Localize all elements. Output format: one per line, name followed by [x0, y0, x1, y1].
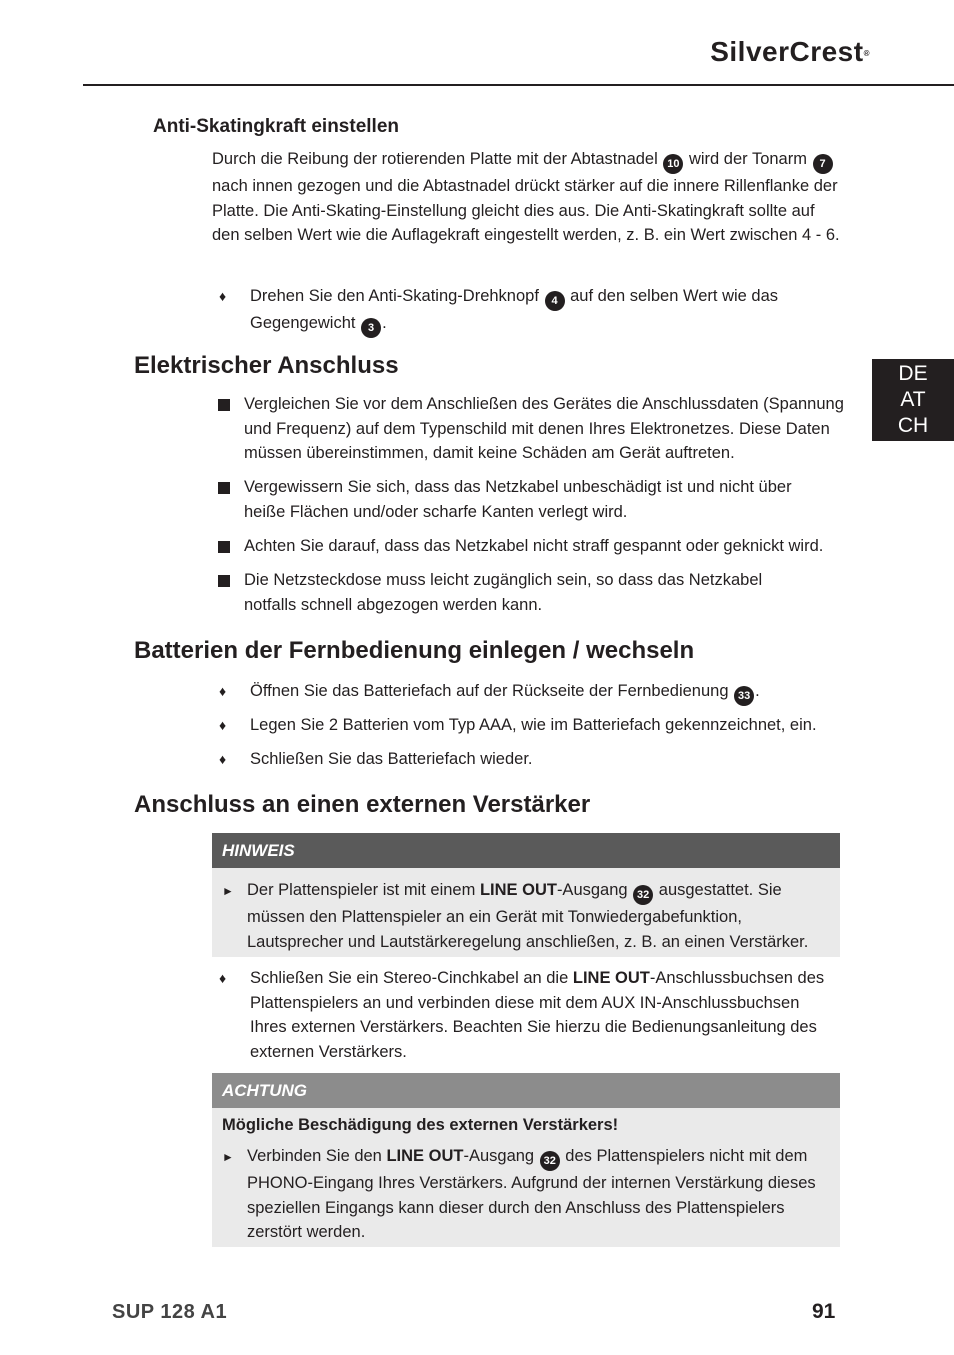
text-run: Der Plattenspieler ist mit einem [247, 881, 476, 899]
note-box [212, 833, 840, 957]
text-run: -Ausgang [556, 881, 628, 899]
text-run: des Plattenspielers nicht mit dem PHONO-Eingang Ihres Verstärkers. Aufgrund der internen Verstärkung dieses speziellen Eingangs kann dieser durch den Anschluss des Plattenspielers zerstört werden. [247, 1147, 816, 1241]
text-run-bold: LINE OUT [386, 1147, 464, 1165]
amp-heading: Anschluss an einen externen Verstärker [134, 791, 591, 818]
diamond-bullet-icon: ♦ [219, 717, 227, 733]
item-text: Vergewissern Sie sich, dass das Netzkabel unbeschädigt ist und nicht über heiße Flächen und/oder scharfe Kanten verlegt wird. [244, 478, 792, 521]
ref-badge: 10 [663, 154, 683, 174]
arrow-bullet-icon: ► [222, 884, 234, 898]
diamond-bullet-icon: ♦ [219, 751, 227, 767]
warning-text [247, 1144, 832, 1245]
item-text: Die Netzsteckdose muss leicht zugänglich sein, so dass das Netzkabel notfalls schnell abgezogen werden kann. [244, 571, 763, 614]
item-text: Achten Sie darauf, dass das Netzkabel nicht straff gespannt oder geknickt wird. [244, 537, 824, 555]
note-heading: HINWEIS [212, 833, 840, 868]
square-bullet-icon [218, 482, 230, 494]
text-run: Verbinden Sie den [247, 1147, 382, 1165]
lang-de: DE [898, 362, 928, 385]
diamond-bullet-icon: ♦ [219, 970, 227, 986]
batteries-heading: Batterien der Fernbedienung einlegen / wechseln [134, 637, 695, 664]
text-run-bold: LINE OUT [479, 881, 557, 899]
antiskating-heading: Anti-Skatingkraft einstellen [153, 116, 399, 137]
text-run: Durch die Reibung der rotierenden Platte mit der Abtastnadel [212, 150, 658, 168]
square-bullet-icon [218, 399, 230, 411]
item-text: Vergleichen Sie vor dem Anschließen des Gerätes die Anschlussdaten (Spannung und Frequenz) auf dem Typenschild mit denen Ihres Elektronetzes. Diese Daten müssen übereinstimmen, damit keine Schäden am Gerät auftreten. [244, 395, 844, 462]
ref-badge: 32 [633, 885, 653, 905]
text-run: nach innen gezogen und die Abtastnadel drückt stärker auf die innere Rillenflanke der Platte. Die Anti-Skating-Einstellung gleicht dies aus. Die Anti-Skatingkraft sollte auf den selben Wert wie die Auflagekraft eingestellt werden, z. B. ein Wert zwischen 4 - 6. [212, 177, 840, 244]
square-bullet-icon [218, 575, 230, 587]
text-run: Öffnen Sie das Batteriefach auf der Rückseite der Fernbedienung [250, 682, 729, 700]
text-run: auf den selben Wert wie das Gegengewicht [250, 287, 779, 332]
text-run-bold: LINE OUT [572, 969, 650, 987]
page-number: 91 [812, 1300, 836, 1323]
registered-mark: ® [863, 49, 870, 58]
header-rule [83, 84, 954, 86]
square-bullet-icon [218, 541, 230, 553]
diamond-bullet-icon: ♦ [219, 683, 227, 699]
note-text [247, 878, 832, 954]
language-tab [872, 359, 954, 441]
warning-heading: ACHTUNG [212, 1073, 840, 1108]
lang-ch: CH [897, 414, 929, 437]
text-run: ausgestattet. Sie müssen den Plattenspieler an ein Gerät mit Tonwiedergabefunktion, Lautsprecher und Lautstärkeregelung anschließen, z. B. an einen Verstärker. [247, 881, 809, 951]
text-run: . [382, 314, 387, 332]
lang-at: AT [900, 388, 926, 411]
electric-heading: Elektrischer Anschluss [134, 352, 399, 379]
step-text [250, 284, 830, 338]
text-run: Schließen Sie ein Stereo-Cinchkabel an die [250, 969, 569, 987]
text-run: -Anschlussbuchsen des Plattenspielers an und verbinden diese mit dem AUX IN-Anschlussbuchsen Ihres externen Verstärkers. Beachten Sie hierzu die Bedienungsanleitung des externen Verstärkers. [250, 969, 825, 1061]
ref-badge: 7 [813, 154, 833, 174]
ref-badge: 4 [545, 291, 565, 311]
step-text [250, 679, 840, 706]
ref-badge: 3 [361, 318, 381, 338]
ref-badge: 32 [540, 1151, 560, 1171]
footer-model: SUP 128 A1 [112, 1301, 228, 1323]
step-text: Legen Sie 2 Batterien vom Typ AAA, wie im Batteriefach gekennzeichnet, ein. [250, 716, 817, 734]
text-run: wird der Tonarm [688, 150, 807, 168]
brand-logo [710, 36, 870, 67]
brand-name: SilverCrest [710, 36, 864, 67]
warning-title: Mögliche Beschädigung des externen Verstärkers! [222, 1116, 619, 1134]
ref-badge: 33 [734, 686, 754, 706]
arrow-bullet-icon: ► [222, 1150, 234, 1164]
text-run: Drehen Sie den Anti-Skating-Drehknopf [250, 287, 539, 305]
diamond-bullet-icon: ♦ [219, 288, 227, 304]
warning-box [212, 1073, 840, 1247]
text-run: . [755, 682, 760, 700]
step-text: Schließen Sie das Batteriefach wieder. [250, 750, 533, 768]
antiskating-paragraph [212, 147, 842, 248]
text-run: -Ausgang [463, 1147, 535, 1165]
step-text [250, 966, 840, 1064]
